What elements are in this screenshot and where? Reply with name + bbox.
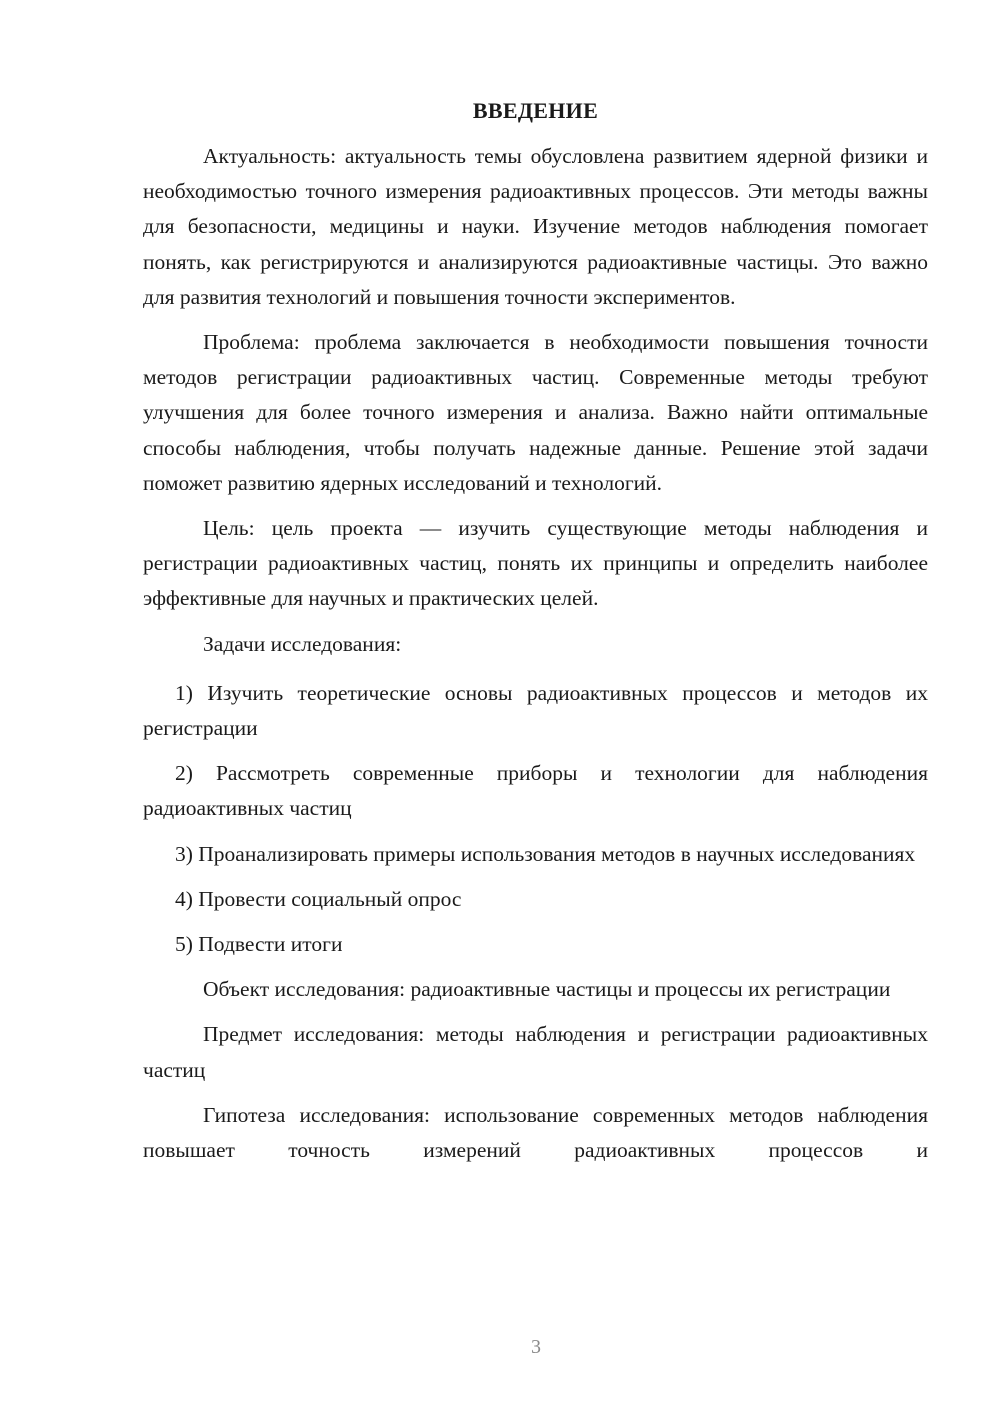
goal-paragraph: Цель: цель проекта — изучить существующие методы наблюдения и регистрации радиоактивных частиц, понять их принципы и определить наиболее эффективные для научных и практических целей.: [143, 516, 928, 611]
task-item-5: 5) Подвести итоги: [175, 932, 343, 957]
task-item-3: 3) Проанализировать примеры использования методов в научных исследованиях: [175, 841, 916, 866]
subject-paragraph: Предмет исследования: методы наблюдения и регистрации радиоактивных частиц: [143, 1022, 928, 1082]
task-item-2: 2) Рассмотреть современные приборы и технологии для наблюдения радиоактивных частиц: [143, 761, 928, 821]
task-item-1: 1) Изучить теоретические основы радиоактивных процессов и методов их регистрации: [143, 680, 928, 741]
tasks-heading: Задачи исследования:: [203, 631, 402, 656]
page-body: [143, 95, 928, 1178]
section-title: ВВЕДЕНИЕ: [472, 98, 599, 123]
problem-paragraph: Проблема: проблема заключается в необходимости повышения точности методов регистрации радиоактивных частиц. Современные методы требуют улучшения для более точного измерения и анализа. Важно найти оптимальные способы наблюдения, чтобы получать надежные данные. Решение этой задачи поможет развитию ядерных исследований и технологий.: [143, 330, 928, 495]
page-number: 3: [531, 1336, 541, 1358]
tasks-list: [143, 676, 928, 962]
task-item-4: 4) Провести социальный опрос: [175, 886, 462, 911]
relevance-paragraph: Актуальность: актуальность темы обусловлена развитием ядерной физики и необходимостью точного измерения радиоактивных процессов. Эти методы важны для безопасности, медицины и науки. Изучение методов наблюдения помогает понять, как регистрируются и анализируются радиоактивные частицы. Это важно для развития технологий и повышения точности экспериментов.: [143, 144, 928, 309]
object-paragraph: Объект исследования: радиоактивные частицы и процессы их регистрации: [203, 977, 891, 1002]
hypothesis-paragraph: Гипотеза исследования: использование современных методов наблюдения повышает точность измерений радиоактивных процессов и: [143, 1102, 928, 1163]
